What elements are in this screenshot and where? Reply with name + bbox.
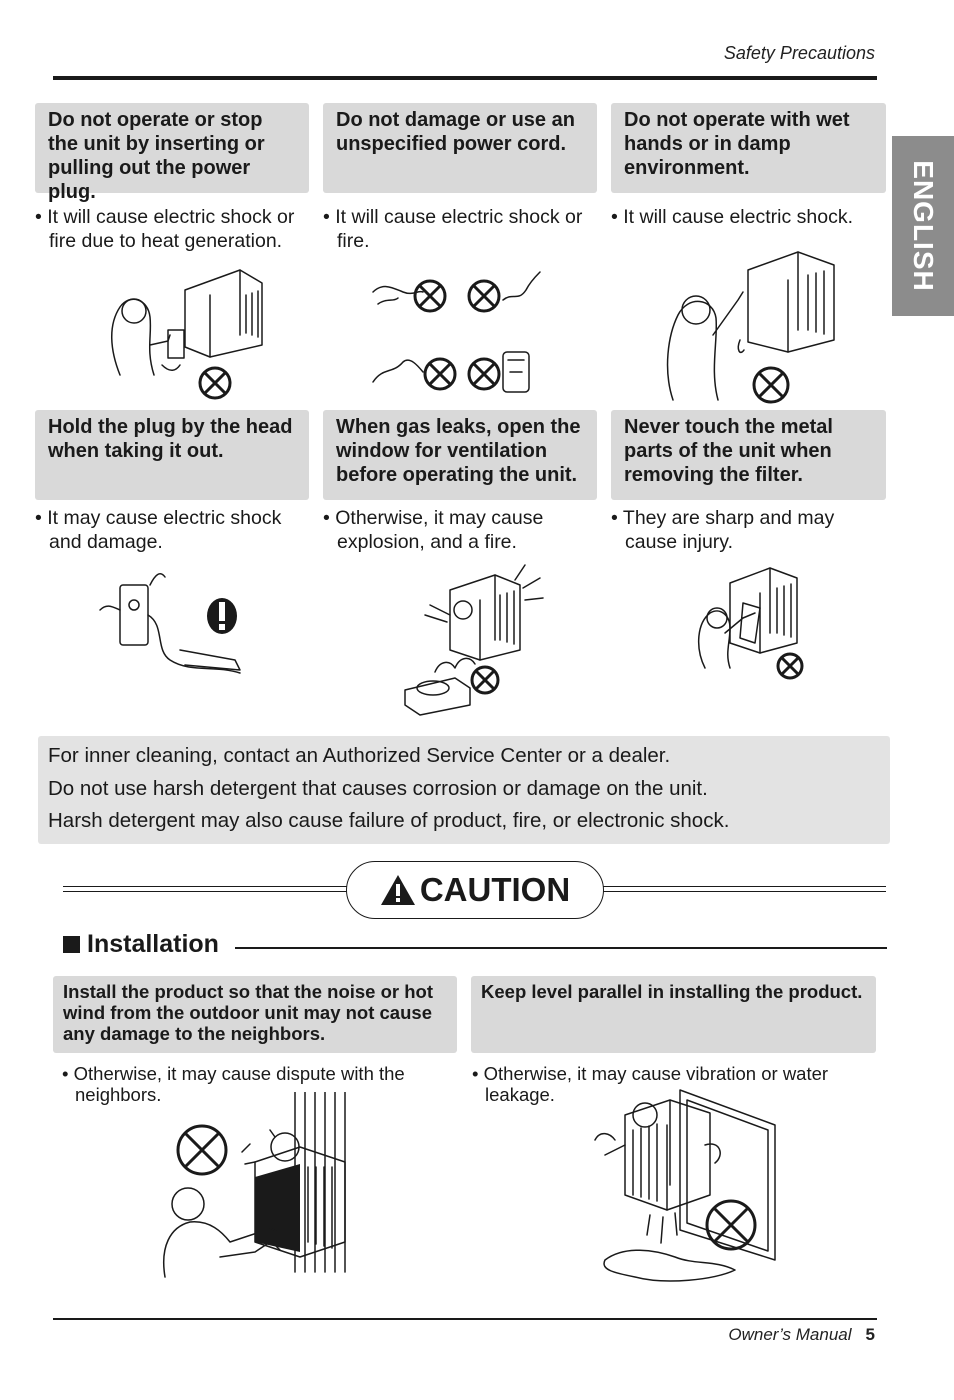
warning-bullet-5: • Otherwise, it may cause explosion, and a fire. <box>323 506 593 554</box>
warning-title-3: Do not operate with wet hands or in damp environment. <box>624 109 850 179</box>
cleaning-note-line-3: Harsh detergent may also cause failure of product, fire, or electronic shock. <box>48 809 730 832</box>
footer-rule <box>53 1318 877 1320</box>
installation-title-1: Install the product so that the noise or hot wind from the outdoor unit may not cause any damage to the neighbors. <box>63 981 434 1044</box>
illustration-gas-leak <box>395 560 545 720</box>
cleaning-note-line-2: Do not use harsh detergent that causes corrosion or damage on the unit. <box>48 776 708 800</box>
illustration-noise-neighbors <box>160 1092 360 1282</box>
caution-label: CAUTION <box>419 871 571 908</box>
warning-title-5: When gas leaks, open the window for ventilation before operating the unit. <box>336 416 581 486</box>
warning-box-1 <box>35 103 309 203</box>
illustration-holding-plug <box>95 565 255 685</box>
caution-banner <box>346 861 604 919</box>
illustration-metal-parts <box>685 563 815 683</box>
warning-triangle-icon <box>380 874 416 906</box>
warning-title-4: Hold the plug by the head when taking it out. <box>48 416 293 462</box>
warning-title-2: Do not damage or use an unspecified power cord. <box>336 109 575 155</box>
square-bullet-icon <box>63 936 80 953</box>
cleaning-note-line-1: For inner cleaning, contact an Authorized Service Center or a dealer. <box>48 744 671 767</box>
installation-bullet-1: • Otherwise, it may cause dispute with the neighbors. <box>62 1063 442 1105</box>
illustration-damaged-cord <box>368 262 548 402</box>
illustration-level-install <box>585 1085 780 1295</box>
warning-bullet-2: • It will cause electric shock or fire. <box>323 205 593 253</box>
installation-box-1 <box>53 976 457 1053</box>
warning-box-5 <box>323 410 597 500</box>
page-footer <box>728 1325 875 1345</box>
warning-box-6 <box>611 410 886 500</box>
installation-heading <box>63 930 227 959</box>
caution-rule-left <box>63 886 347 892</box>
caution-rule-right <box>603 886 886 892</box>
illustration-wet-hands <box>658 240 838 410</box>
warning-box-2 <box>323 103 597 193</box>
language-tab-label: ENGLISH <box>908 160 939 292</box>
warning-title-1: Do not operate or stop the unit by inserting or pulling out the power plug. <box>48 109 265 203</box>
illustration-pulling-plug <box>90 255 270 405</box>
installation-rule <box>235 947 887 949</box>
warning-box-4 <box>35 410 309 500</box>
warning-bullet-3: • It will cause electric shock. <box>611 205 881 229</box>
installation-bullet-2: • Otherwise, it may cause vibration or water leakage. <box>472 1063 862 1105</box>
page-number: 5 <box>865 1325 875 1344</box>
warning-bullet-6: • They are sharp and may cause injury. <box>611 506 881 554</box>
warning-box-3 <box>611 103 886 193</box>
installation-box-2 <box>471 976 876 1053</box>
cleaning-note <box>38 736 890 844</box>
warning-title-6: Never touch the metal parts of the unit when removing the filter. <box>624 416 833 486</box>
header-rule <box>53 76 877 80</box>
manual-name: Owner’s Manual <box>728 1325 852 1344</box>
installation-title-2: Keep level parallel in installing the product. <box>481 981 863 1002</box>
warning-bullet-4: • It may cause electric shock and damage. <box>35 506 305 554</box>
warning-bullet-1: • It will cause electric shock or fire due to heat generation. <box>35 205 305 253</box>
language-tab <box>892 136 954 316</box>
section-title: Safety Precautions <box>723 43 875 63</box>
installation-heading-text: Installation <box>87 930 219 958</box>
